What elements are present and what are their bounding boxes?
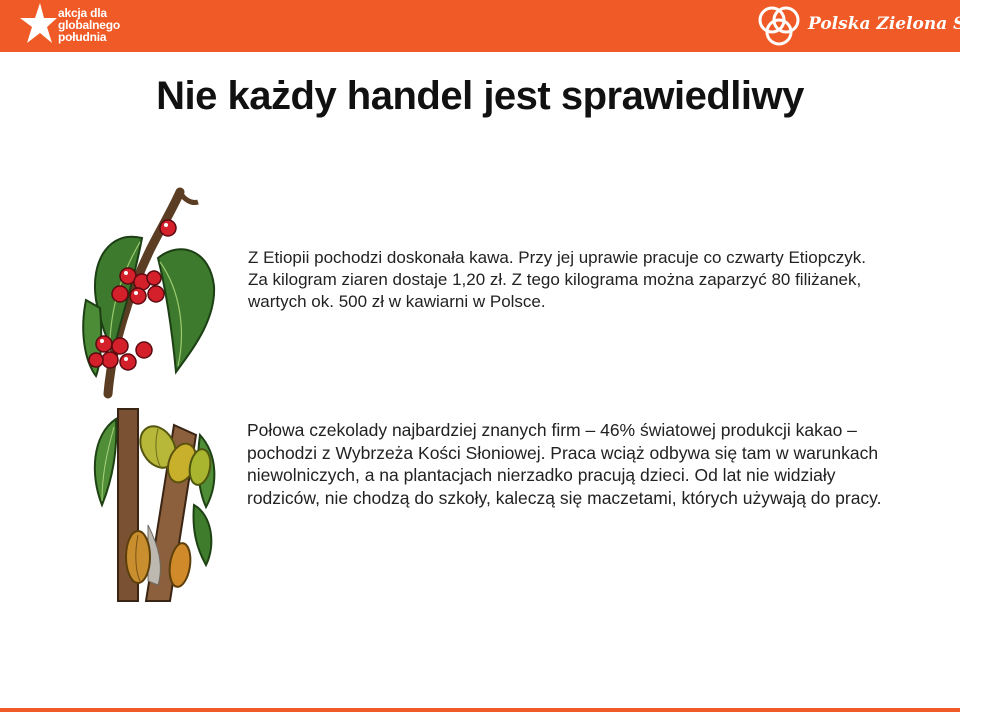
cocoa-paragraph: Połowa czekolady najbardziej znanych firm – 46% światowej produkcji kakao – pochodzi z Wybrzeża Kości Słoniowej. Praca wciąż odbywa się tam w warunkach niewolniczych, a na plantacjach nierzadko pracują dzieci. Od lat nie widziały rodziców, nie chodzą do szkoły, kaleczą się maczetami, których używają do pracy. (247, 420, 882, 508)
rings-icon (752, 2, 806, 50)
logo-line-3: południa (58, 30, 107, 44)
header-bar (0, 0, 993, 52)
logo-line-1: akcja dla (58, 6, 107, 20)
coffee-branch-illustration (80, 190, 220, 395)
coffee-paragraph: Z Etiopii pochodzi doskonała kawa. Przy jej uprawie pracuje co czwarty Etiopczyk. Za kilogram ziaren dostaje 1,20 zł. Z tego kilograma można zaparzyć 80 filiżanek, wartych ok. 500 zł w kawiarni w Polsce. (248, 248, 866, 311)
logo-name: Polska Zielona Sieć (808, 14, 993, 34)
logo-line-2: globalnego (58, 18, 120, 32)
bottom-divider (0, 708, 960, 712)
slide-title: Nie każdy handel jest sprawiedliwy (156, 74, 804, 118)
cocoa-tree-illustration (88, 405, 223, 605)
akcja-logo (18, 2, 158, 50)
polska-zielona-siec-logo (752, 2, 993, 50)
star-icon (18, 2, 58, 46)
